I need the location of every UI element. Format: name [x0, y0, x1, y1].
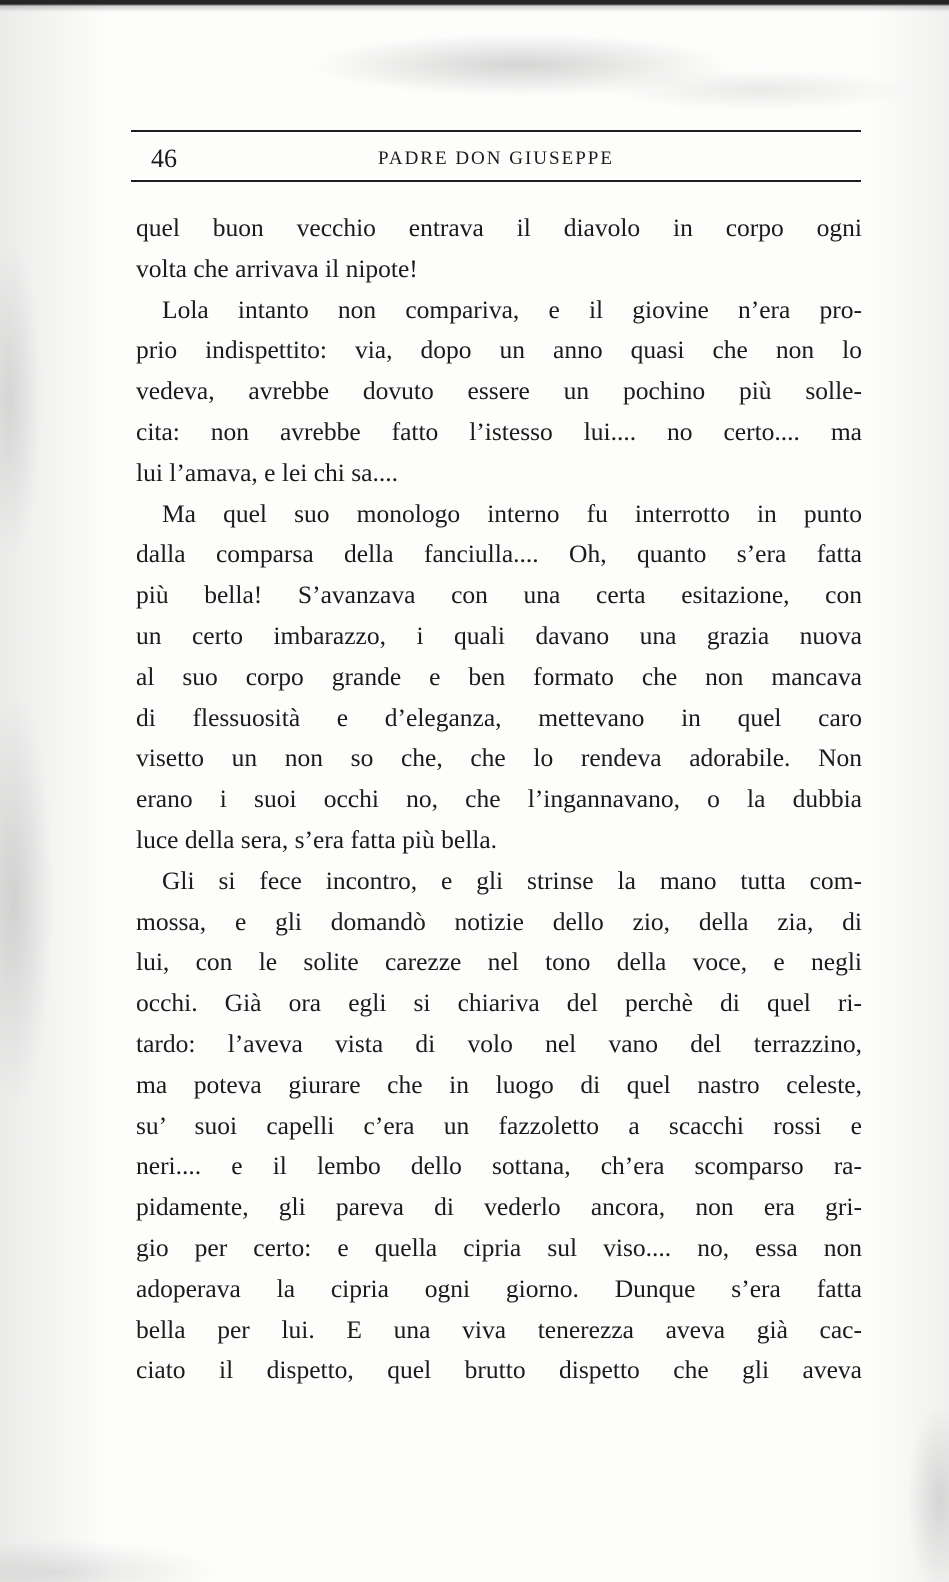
text-line: bella per lui. E una viva tenerezza aveva già cac-	[136, 1314, 862, 1344]
text-line: quel buon vecchio entrava il diavolo in corpo ogni	[136, 213, 862, 242]
text-line: erano i suoi occhi no, che l’ingannavano, o la dubbia	[136, 784, 862, 814]
text-line: adoperava la cipria ogni giorno. Dunque s’era fatta	[136, 1273, 862, 1303]
text-line: di flessuosità e d’eleganza, mettevano in quel caro	[136, 702, 862, 732]
text-line: gio per certo: e quella cipria sul viso.... no, essa non	[136, 1232, 862, 1262]
body-text	[136, 208, 862, 1391]
running-title: PADRE DON GIUSEPPE	[378, 148, 614, 169]
scan-shadow-bottom	[0, 1502, 949, 1582]
text-line: al suo corpo grande e ben formato che non mancava	[136, 661, 862, 691]
text-line: più bella! S’avanzava con una certa esitazione, con	[136, 580, 862, 610]
scan-shadow-top	[0, 0, 949, 120]
text-line: dalla comparsa della fanciulla.... Oh, quanto s’era fatta	[136, 539, 862, 569]
text-line: ma poteva giurare che in luogo di quel nastro celeste,	[136, 1069, 862, 1099]
text-line: cita: non avrebbe fatto l’istesso lui.... no certo.... ma	[136, 416, 862, 446]
page-number: 46	[151, 144, 177, 173]
text-line: un certo imbarazzo, i quali davano una grazia nuova	[136, 620, 862, 650]
header-rule-top	[131, 130, 861, 132]
scan-shadow-left	[0, 0, 110, 1582]
text-line: Gli si fece incontro, e gli strinse la mano tutta com-	[162, 865, 862, 895]
text-line: neri.... e il lembo dello sottana, ch’era scomparso ra-	[136, 1151, 862, 1181]
scan-shadow-right	[869, 0, 949, 1582]
text-line: ciato il dispetto, quel brutto dispetto che gli aveva	[136, 1355, 862, 1385]
text-line: visetto un non so che, che lo rendeva adorabile. Non	[136, 743, 862, 773]
text-line: lui l’amava, e lei chi sa....	[136, 457, 398, 487]
text-line: volta che arrivava il nipote!	[136, 253, 418, 283]
text-line: vedeva, avrebbe dovuto essere un pochino più solle-	[136, 376, 862, 406]
text-line: pidamente, gli pareva di vederlo ancora, non era gri-	[136, 1192, 862, 1222]
text-line: Lola intanto non compariva, e il giovine n’era pro-	[162, 294, 862, 324]
text-line: su’ suoi capelli c’era un fazzoletto a scacchi rossi e	[136, 1110, 862, 1140]
text-line: Ma quel suo monologo interno fu interrotto in punto	[162, 498, 862, 528]
text-line: tardo: l’aveva vista di volo nel vano del terrazzino,	[136, 1028, 862, 1058]
text-line: occhi. Già ora egli si chiariva del perchè di quel ri-	[136, 988, 862, 1018]
text-line: luce della sera, s’era fatta più bella.	[136, 824, 498, 854]
text-line: lui, con le solite carezze nel tono della voce, e negli	[136, 947, 862, 977]
text-line: mossa, e gli domandò notizie dello zio, della zia, di	[136, 906, 862, 936]
header-rule-bottom	[131, 180, 861, 182]
text-line: prio indispettito: via, dopo un anno quasi che non lo	[136, 335, 862, 365]
running-head	[131, 130, 861, 182]
